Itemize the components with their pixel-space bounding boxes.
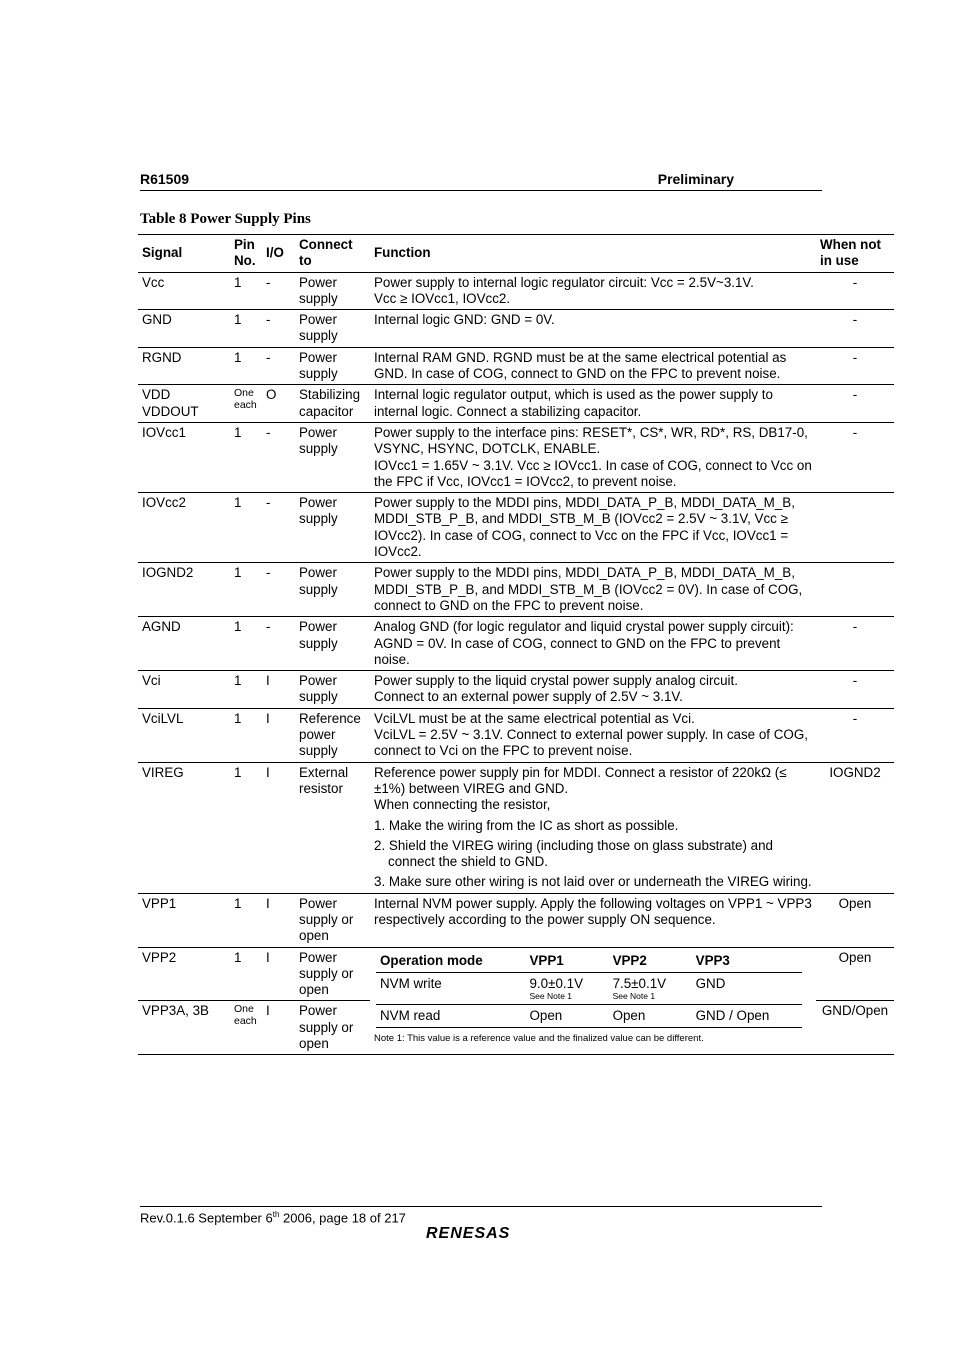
function-text: VciLVL = 2.5V ~ 3.1V. Connect to external power supply. In case of COG, connect to Vci on the FPC to prevent noise. [374, 727, 808, 759]
connect-cell: Power supply [295, 422, 370, 492]
function-list-item: 1. Make the wiring from the IC as short as possible. [374, 817, 679, 833]
table-row [138, 272, 894, 310]
pin-count: One [234, 387, 254, 400]
function-text: Power supply to the MDDI pins, MDDI_DATA_P_B, MDDI_DATA_M_B, MDDI_STB_P_B, and MDDI_STB_M_B (IOVcc2 = 0V). In case of COG, connect to GND on the FPC to prevent noise. [374, 565, 803, 613]
col-signal: Signal [138, 235, 230, 273]
connect-cell: Power supply or open [295, 1001, 370, 1055]
function-cell [370, 272, 816, 310]
revision-prefix: Rev.0.1.6 September 6 [140, 1210, 273, 1226]
table-row [138, 617, 894, 671]
nvm-note-ref: See Note 1 [529, 991, 573, 1002]
signal-name: VIREG [142, 764, 184, 780]
nvm-vpp1 [525, 972, 608, 1004]
table-header-row [138, 235, 894, 273]
connect-cell: Power supply [295, 563, 370, 617]
connect-cell: Power supply or open [295, 947, 370, 1001]
table-row [138, 947, 894, 1001]
signal-cell [138, 563, 230, 617]
signal-cell [138, 762, 230, 893]
connect-cell: Power supply or open [295, 893, 370, 947]
when-not-in-use-cell [816, 493, 894, 563]
pin-cell [230, 1001, 262, 1055]
io-cell: - [262, 347, 295, 385]
function-text: Power supply to the interface pins: RESET*, CS*, WR, RD*, RS, DB17-0, VSYNC, HSYNC, DOTCLK, ENABLE. [374, 424, 808, 457]
page-footer [140, 1206, 822, 1242]
signal-name: VPP1 [142, 895, 177, 911]
nvm-vpp2 [609, 972, 692, 1004]
function-text: Analog GND (for logic regulator and liquid crystal power supply circuit): AGND = 0V. In case of COG, connect to GND on the FPC to prevent noise. [374, 619, 794, 667]
part-number: R61509 [140, 171, 190, 187]
function-cell [370, 493, 816, 563]
pin-cell: 1 [230, 563, 262, 617]
when-not-in-use-cell [816, 563, 894, 617]
connect-cell: Reference power supply [295, 708, 370, 762]
when-not-in-use-cell: GND/Open [816, 1001, 894, 1055]
connect-cell: External resistor [295, 762, 370, 893]
table-row [138, 563, 894, 617]
signal-name: VPP2 [142, 949, 177, 965]
col-io: I/O [262, 235, 295, 273]
io-cell: I [262, 708, 295, 762]
table-row [138, 422, 894, 492]
nvm-value: Open [529, 1008, 563, 1024]
signal-name: IOGND2 [142, 565, 194, 581]
nvm-header-row [376, 950, 802, 973]
signal-cell [138, 310, 230, 348]
signal-cell [138, 617, 230, 671]
function-cell [370, 617, 816, 671]
function-text: Power supply to the liquid crystal power supply analog circuit. [374, 673, 738, 689]
nvm-voltage-table [376, 950, 802, 1029]
signal-name: Vci [142, 673, 161, 689]
function-cell [370, 310, 816, 348]
signal-cell [138, 347, 230, 385]
table-row [138, 493, 894, 563]
function-text: Reference power supply pin for MDDI. Connect a resistor of 220kΩ (≤ ±1%) between VIREG and GND. [374, 764, 787, 796]
pin-cell: 1 [230, 708, 262, 762]
revision-suffix: 2006, page 18 of 217 [279, 1210, 406, 1226]
pin-cell: 1 [230, 893, 262, 947]
nvm-value: Open [612, 1008, 646, 1024]
io-cell: - [262, 563, 295, 617]
table-row [138, 762, 894, 893]
col-function: Function [370, 235, 816, 273]
when-not-in-use-cell: - [816, 617, 894, 671]
pin-count: each [234, 399, 257, 412]
table-row [138, 385, 894, 423]
nvm-col-header: VPP1 [525, 950, 608, 973]
signal-name: Vcc [142, 274, 165, 290]
function-cell [370, 947, 816, 1055]
renesas-logo: RENESAS [426, 1225, 511, 1242]
pin-cell: 1 [230, 947, 262, 1001]
signal-cell [138, 947, 230, 1001]
when-not-in-use-cell: Open [816, 947, 894, 1001]
when-not-in-use-cell: - [816, 272, 894, 310]
io-cell: - [262, 617, 295, 671]
connect-cell: Power supply [295, 493, 370, 563]
function-cell [370, 563, 816, 617]
document-status: Preliminary [657, 171, 734, 187]
when-not-in-use-cell: Open [816, 893, 894, 947]
function-cell [370, 422, 816, 492]
function-text: VciLVL must be at the same electrical potential as Vci. [374, 710, 695, 726]
connect-cell: Power supply [295, 310, 370, 348]
table-row [138, 893, 894, 947]
col-connect: Connect to [295, 235, 370, 273]
connect-cell: Power supply [295, 347, 370, 385]
io-cell: I [262, 947, 295, 1001]
signal-cell [138, 671, 230, 709]
io-cell: I [262, 671, 295, 709]
signal-name: VDDOUT [142, 403, 199, 419]
io-cell: - [262, 422, 295, 492]
io-cell: O [262, 385, 295, 423]
power-supply-pins-table [138, 234, 894, 1055]
io-cell: - [262, 310, 295, 348]
function-list-item: 2. Shield the VIREG wiring (including those on glass substrate) and connect the shield to GND. [374, 837, 773, 870]
io-cell: I [262, 893, 295, 947]
pin-cell: 1 [230, 347, 262, 385]
when-not-in-use-cell: IOGND2 [816, 762, 894, 893]
function-text: Internal logic GND: GND = 0V. [374, 312, 555, 328]
signal-name: VDD [142, 387, 171, 403]
function-text: IOVcc1 = 1.65V ~ 3.1V. Vcc ≥ IOVcc1. In case of COG, connect to Vcc on the FPC if Vcc, IOVcc1 = IOVcc2, to prevent noise. [374, 457, 812, 489]
table-row [138, 708, 894, 762]
connect-cell: Stabilizing capacitor [295, 385, 370, 423]
io-cell: - [262, 272, 295, 310]
function-cell [370, 762, 816, 893]
page-header [140, 171, 822, 191]
function-text: Internal logic regulator output, which is used as the power supply to internal logic. Connect a stabilizing capacitor. [374, 387, 773, 419]
signal-cell [138, 385, 230, 423]
pin-cell [230, 385, 262, 423]
signal-name: RGND [142, 349, 182, 365]
signal-cell [138, 708, 230, 762]
function-text: When connecting the resistor, [374, 797, 551, 813]
nvm-note-ref: See Note 1 [612, 991, 656, 1002]
signal-cell [138, 272, 230, 310]
nvm-footnote: Note 1: This value is a reference value and the finalized value can be different. [374, 1033, 704, 1045]
function-cell [370, 671, 816, 709]
when-not-in-use-cell: - [816, 385, 894, 423]
when-not-in-use-cell: - [816, 671, 894, 709]
function-list-item: 3. Make sure other wiring is not laid over or underneath the VIREG wiring. [374, 874, 812, 890]
nvm-value: 9.0±0.1V [529, 975, 583, 991]
when-not-in-use-cell: - [816, 708, 894, 762]
function-cell [370, 347, 816, 385]
function-cell [370, 893, 816, 947]
signal-cell [138, 422, 230, 492]
signal-cell [138, 1001, 230, 1055]
when-not-in-use-cell: - [816, 310, 894, 348]
function-cell [370, 708, 816, 762]
nvm-mode: NVM write [376, 972, 525, 1004]
nvm-vpp1 [525, 1005, 608, 1028]
pin-cell: 1 [230, 493, 262, 563]
pin-cell: 1 [230, 671, 262, 709]
pin-cell: 1 [230, 310, 262, 348]
pin-count: each [234, 1015, 257, 1028]
connect-cell: Power supply [295, 671, 370, 709]
nvm-col-header: VPP2 [609, 950, 692, 973]
signal-name: VPP3A, 3B [142, 1003, 209, 1019]
signal-cell [138, 493, 230, 563]
signal-name: IOVcc2 [142, 495, 186, 511]
function-cell [370, 385, 816, 423]
function-text: Internal RAM GND. RGND must be at the same electrical potential as GND. In case of COG, connect to GND on the FPC to prevent noise. [374, 349, 787, 382]
col-when-not-in-use: When not in use [816, 235, 894, 273]
signal-name: GND [142, 312, 172, 328]
table-row [138, 671, 894, 709]
nvm-vpp3: GND / Open [692, 1005, 802, 1028]
signal-name: IOVcc1 [142, 424, 186, 440]
io-cell: I [262, 762, 295, 893]
function-text: Connect to an external power supply of 2.5V ~ 3.1V. [374, 689, 683, 705]
nvm-row [376, 1005, 802, 1028]
function-text: Vcc ≥ IOVcc1, IOVcc2. [374, 290, 511, 306]
connect-cell: Power supply [295, 617, 370, 671]
pin-cell: 1 [230, 422, 262, 492]
pin-cell: 1 [230, 617, 262, 671]
io-cell: - [262, 493, 295, 563]
io-cell: I [262, 1001, 295, 1055]
connect-cell: Power supply [295, 272, 370, 310]
nvm-mode: NVM read [376, 1005, 525, 1028]
nvm-col-header: VPP3 [692, 950, 802, 973]
pin-cell: 1 [230, 762, 262, 893]
when-not-in-use-cell: - [816, 422, 894, 492]
table-caption: Table 8 Power Supply Pins [140, 211, 311, 227]
nvm-vpp3: GND [692, 972, 802, 1004]
function-text: Power supply to internal logic regulator circuit: Vcc = 2.5V~3.1V. [374, 274, 754, 290]
nvm-vpp2 [609, 1005, 692, 1028]
revision-sup: th [272, 1210, 280, 1219]
revision-info [140, 1210, 406, 1225]
pin-cell: 1 [230, 272, 262, 310]
table-row [138, 310, 894, 348]
function-text: Internal NVM power supply. Apply the following voltages on VPP1 ~ VPP3 respectively according to the power supply ON sequence. [374, 895, 812, 927]
nvm-row [376, 972, 802, 1004]
when-not-in-use-cell: - [816, 347, 894, 385]
signal-name: AGND [142, 619, 181, 635]
nvm-value: 7.5±0.1V [612, 975, 667, 991]
signal-name: VciLVL [142, 710, 184, 726]
table-row [138, 347, 894, 385]
col-pin: Pin No. [230, 235, 262, 273]
pin-count: One [234, 1003, 254, 1016]
nvm-col-header: Operation mode [376, 950, 525, 973]
function-text: Power supply to the MDDI pins, MDDI_DATA_P_B, MDDI_DATA_M_B, MDDI_STB_P_B, and MDDI_STB_M_B (IOVcc2 = 2.5V ~ 3.1V, Vcc ≥ IOVcc2). In case of COG, connect to Vcc on the FPC if Vcc, IOVcc1 = IOVcc2. [374, 495, 795, 560]
signal-cell [138, 893, 230, 947]
